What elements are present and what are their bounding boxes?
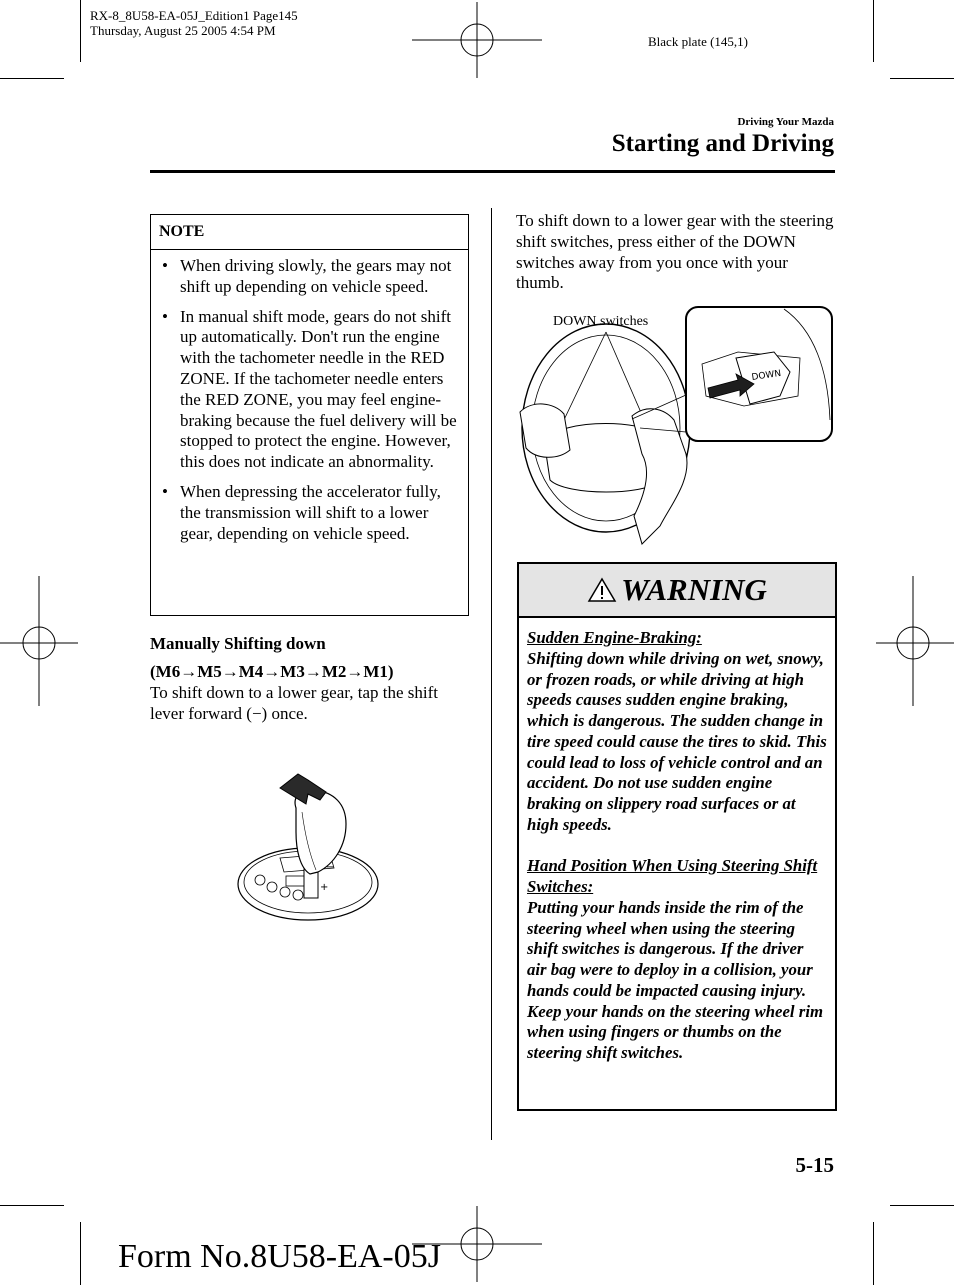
note-item: [162, 256, 458, 298]
crop-mark: [0, 78, 64, 79]
registration-mark-top: [412, 2, 542, 78]
bullet: •: [162, 256, 168, 275]
gear-sequence: (M6→M5→M4→M3→M2→M1): [150, 662, 394, 681]
crop-mark: [80, 0, 81, 62]
crop-mark: [0, 1205, 64, 1206]
manual-shift-heading: Manually Shifting down: [150, 634, 326, 653]
steering-shift-text: To shift down to a lower gear with the steering shift switches, press either of the DOWN switches away from you once with your thumb.: [516, 211, 834, 293]
minus-marking: −: [326, 862, 335, 873]
crop-mark: [873, 0, 874, 62]
down-switches-label: DOWN switches: [553, 314, 649, 329]
bullet: •: [162, 306, 168, 326]
warning-title: WARNING: [621, 572, 767, 607]
note-heading: NOTE: [151, 215, 468, 250]
note-item-text: When driving slowly, the gears may not shift up depending on vehicle speed.: [180, 256, 452, 296]
crop-mark: [890, 78, 954, 79]
plate-label: Black plate (145,1): [648, 34, 748, 49]
warning-text: Putting your hands inside the rim of the steering wheel when using the steering shift switches is dangerous. If the driver air bag were to deploy in a collision, your hands could be impacted causing injury. Keep your hands on the steering wheel rim when using fingers or thumbs on the steering shift switches.: [527, 897, 824, 1062]
print-info-date: Thursday, August 25 2005 4:54 PM: [90, 23, 276, 38]
page-number: 5-15: [795, 1153, 834, 1177]
crop-mark: [873, 1222, 874, 1285]
steering-wheel-illustration: [514, 300, 836, 546]
column-divider: [491, 208, 492, 1140]
chapter-title: Starting and Driving: [611, 130, 834, 157]
note-item-text: When depressing the accelerator fully, the transmission will shift to a lower gear, depending on vehicle speed.: [180, 481, 441, 543]
header-rule: [150, 170, 835, 173]
warning-triangle-icon: [587, 577, 617, 603]
note-item: [162, 306, 458, 473]
note-box: [150, 214, 469, 616]
warning-subtitle: Sudden Engine-Braking:: [527, 628, 702, 647]
registration-mark-left: [0, 576, 78, 706]
warning-header: [519, 564, 835, 618]
warning-subtitle: Hand Position When Using Steering Shift Switches:: [527, 856, 818, 896]
form-number: Form No.8U58-EA-05J: [118, 1238, 441, 1275]
warning-body: [519, 618, 835, 1064]
section-title: Driving Your Mazda: [737, 116, 834, 128]
print-info-file: RX-8_8U58-EA-05J_Edition1 Page145: [90, 8, 298, 23]
down-switch-text: DOWN: [751, 368, 782, 383]
registration-mark-right: [876, 576, 954, 706]
warning-box: [517, 562, 837, 1111]
note-item: [162, 481, 458, 544]
print-info: [90, 8, 298, 38]
manual-shift-text: To shift down to a lower gear, tap the shift lever forward (−) once.: [150, 683, 439, 723]
shift-lever-illustration: [234, 772, 384, 922]
crop-mark: [890, 1205, 954, 1206]
crop-mark: [80, 1222, 81, 1285]
warning-text: Shifting down while driving on wet, snowy, or frozen roads, or while driving at high speeds causes sudden engine braking, which is dangerous. The sudden change in tire speed could cause the tires to skid. This could lead to loss of vehicle control and an accident. Do not use sudden engine braking on slippery road surfaces or at high speeds.: [527, 648, 827, 834]
note-list: [151, 250, 468, 544]
plus-marking: +: [320, 882, 329, 893]
note-item-text: In manual shift mode, gears do not shift up automatically. Don't run the engine with the tachometer needle in the RED ZONE. If the tachometer needle enters the RED ZONE, you may feel engine-braking because the fuel delivery will be stopped to protect the engine. However, this does not indicate an abnormality.: [180, 306, 457, 472]
bullet: •: [162, 481, 168, 501]
switch-detail-inset: [686, 307, 832, 441]
